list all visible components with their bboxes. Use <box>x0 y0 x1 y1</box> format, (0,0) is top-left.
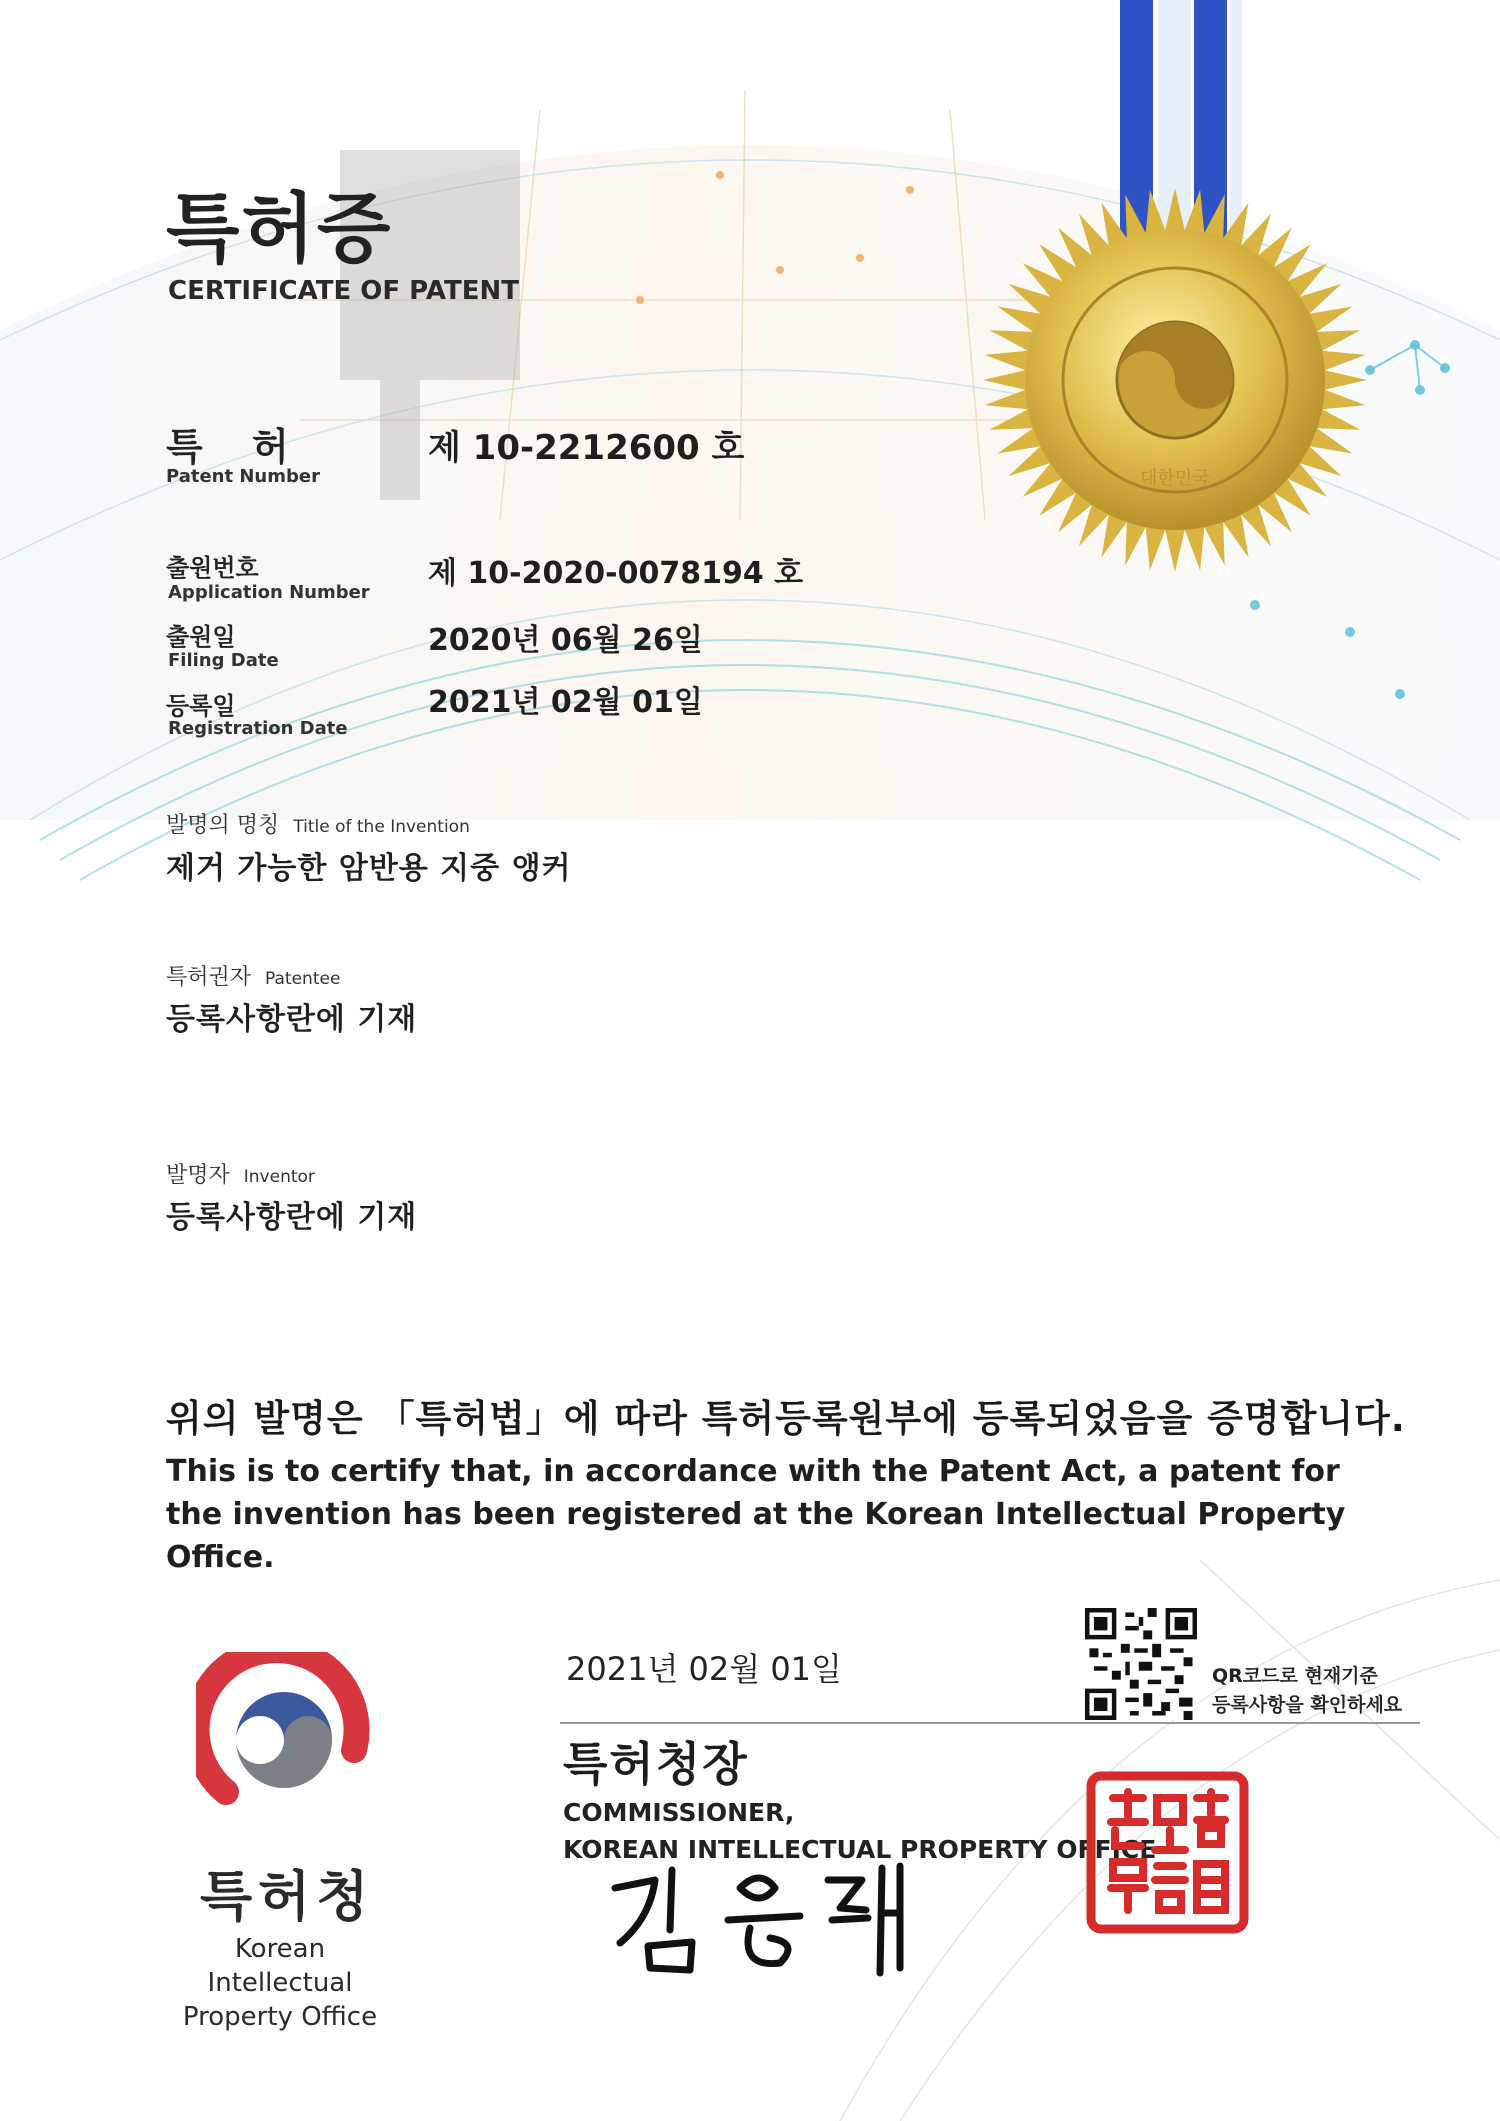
gold-seal-icon <box>983 188 1367 572</box>
patent-number-value: 제 10-2212600 호 <box>428 428 745 468</box>
certificate-title-ko: 특허증 <box>166 184 393 273</box>
seal-text: 대한민국 <box>1140 468 1210 489</box>
commissioner-title-ko: 특허청장 <box>563 1737 749 1791</box>
kipo-logo-icon <box>196 1652 374 1830</box>
commissioner-title-en <box>563 1794 1163 1868</box>
qr-instruction-line2: 등록사항을 확인하세요 <box>1212 1694 1403 1716</box>
patentee-label-ko: 특허권자 <box>166 965 252 990</box>
filing-date-label-en: Filing Date <box>168 650 279 671</box>
application-number-label-ko: 출원번호 <box>166 554 259 582</box>
inventor-label <box>166 1158 315 1189</box>
invention-title-label <box>166 808 470 839</box>
inventor-label-ko: 발명자 <box>166 1163 230 1188</box>
qr-instruction-line1: QR코드로 현재기준 <box>1212 1665 1378 1687</box>
registration-date-label-ko: 등록일 <box>166 692 236 720</box>
commissioner-title-en-line1: COMMISSIONER, <box>563 1798 795 1827</box>
patent-number-label-ko: 특 허 <box>166 425 307 469</box>
registration-date-value: 2021년 02월 01일 <box>428 685 703 720</box>
signature-divider <box>560 1722 1420 1724</box>
inventor-value: 등록사항란에 기재 <box>166 1200 418 1235</box>
invention-title-value: 제거 가능한 암반용 지중 앵커 <box>166 851 572 886</box>
patentee-value: 등록사항란에 기재 <box>166 1002 418 1037</box>
official-stamp-icon <box>1085 1770 1250 1935</box>
application-number-label-en: Application Number <box>168 582 370 603</box>
registration-date-label-en: Registration Date <box>168 718 348 739</box>
patent-number-label-en: Patent Number <box>166 466 320 487</box>
patentee-label <box>166 960 340 991</box>
commissioner-title-en-line2: KOREAN INTELLECTUAL PROPERTY OFFICE <box>563 1835 1157 1864</box>
issue-date: 2021년 02월 01일 <box>566 1650 842 1688</box>
kipo-name-en: Korean Intellectual Property Office <box>182 1934 378 2032</box>
qr-code-icon[interactable] <box>1085 1608 1197 1720</box>
inventor-label-en: Inventor <box>243 1167 315 1187</box>
kipo-name-ko: 특허청 <box>200 1865 375 1928</box>
application-number-value: 제 10-2020-0078194 호 <box>428 556 804 591</box>
invention-title-label-en: Title of the Invention <box>293 817 470 837</box>
certificate-title-en: CERTIFICATE OF PATENT <box>168 276 519 306</box>
qr-instruction <box>1212 1662 1442 1720</box>
patentee-label-en: Patentee <box>265 969 341 989</box>
certification-statement-en: This is to certify that, in accordance with the Patent Act, a patent for the invention has been registered at the Korean Intellectual Property Office. <box>166 1454 1346 1575</box>
certification-statement-ko: 위의 발명은 「특허법」에 따라 특허등록원부에 등록되었음을 증명합니다. <box>166 1397 1406 1440</box>
filing-date-label-ko: 출원일 <box>166 623 236 651</box>
commissioner-signature <box>600 1858 930 1978</box>
invention-title-label-ko: 발명의 명칭 <box>166 813 280 838</box>
filing-date-value: 2020년 06월 26일 <box>428 623 703 658</box>
